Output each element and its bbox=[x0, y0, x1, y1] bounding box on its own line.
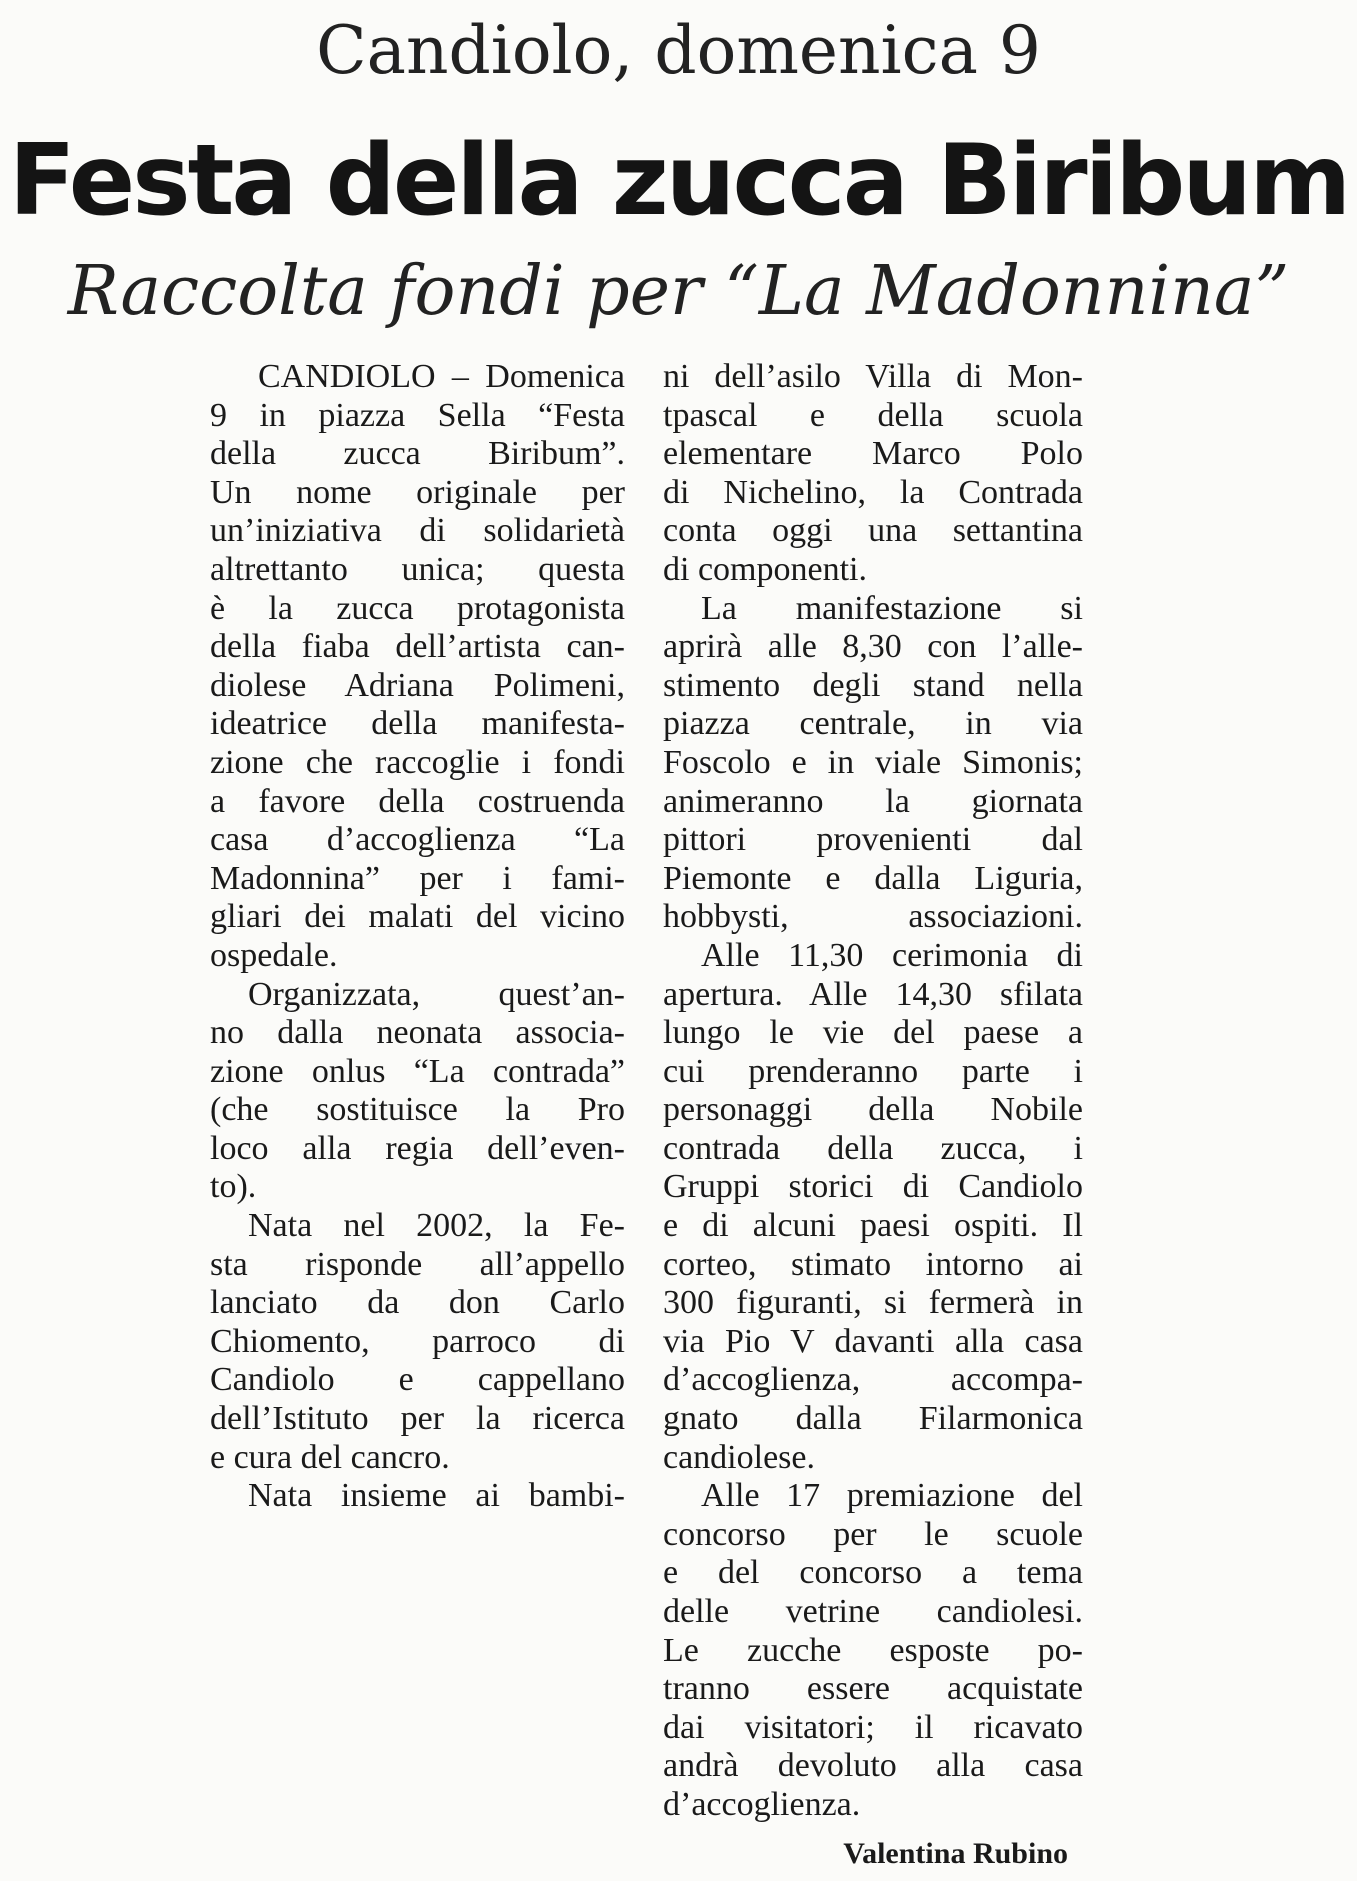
text-line: loco alla regia dell’even- bbox=[210, 1129, 625, 1167]
text-line: ospedale. bbox=[210, 936, 338, 974]
text-line: concorso per le scuole bbox=[663, 1515, 1083, 1553]
text-line: tranno essere acquistate bbox=[663, 1670, 1083, 1708]
text-line: Candiolo e cappellano bbox=[210, 1361, 625, 1399]
article-kicker: Candiolo, domenica 9 bbox=[316, 12, 1041, 89]
text-line: gnato dalla Filarmonica bbox=[663, 1400, 1083, 1438]
text-line: to). bbox=[210, 1168, 257, 1206]
text-line: ideatrice della manifesta- bbox=[210, 705, 625, 743]
text-line: Alle 11,30 cerimonia di bbox=[701, 936, 1083, 974]
text-line: dai visitatori; il ricavato bbox=[663, 1708, 1083, 1746]
text-line: altrettanto unica; questa bbox=[210, 550, 625, 588]
text-line: (che sostituisce la Pro bbox=[210, 1091, 625, 1129]
text-line: Nata nel 2002, la Fe- bbox=[248, 1207, 625, 1245]
text-line: e del concorso a tema bbox=[663, 1554, 1083, 1592]
text-line: andrà devoluto alla casa bbox=[663, 1747, 1083, 1785]
text-line: d’accoglienza. bbox=[663, 1785, 861, 1823]
text-line: casa d’accoglienza “La bbox=[210, 821, 625, 859]
text-line: no dalla neonata associa- bbox=[210, 1014, 625, 1052]
text-line: della fiaba dell’artista can- bbox=[210, 628, 625, 666]
text-line: pittori provenienti dal bbox=[663, 821, 1083, 859]
text-line: cui prenderanno parte i bbox=[663, 1052, 1083, 1090]
text-line: La manifestazione si bbox=[701, 589, 1083, 627]
text-line: 300 figuranti, si fermerà in bbox=[663, 1284, 1083, 1322]
text-line: animeranno la giornata bbox=[663, 782, 1083, 820]
text-line: e di alcuni paesi ospiti. Il bbox=[663, 1207, 1083, 1245]
text-line: diolese Adriana Polimeni, bbox=[210, 666, 625, 704]
text-line: gliari dei malati del vicino bbox=[210, 898, 625, 936]
text-line: Alle 17 premiazione del bbox=[701, 1477, 1083, 1515]
text-line: Chiomento, parroco di bbox=[210, 1322, 625, 1360]
text-line: via Pio V davanti alla casa bbox=[663, 1322, 1083, 1360]
text-line: Un nome originale per bbox=[210, 473, 625, 511]
text-line: sta risponde all’appello bbox=[210, 1245, 625, 1283]
text-line: Foscolo e in viale Simonis; bbox=[663, 743, 1083, 781]
text-line: stimento degli stand nella bbox=[663, 666, 1083, 704]
text-line: corteo, stimato intorno ai bbox=[663, 1245, 1083, 1283]
text-line: ni dell’asilo Villa di Mon- bbox=[663, 358, 1083, 395]
text-line: lanciato da don Carlo bbox=[210, 1284, 625, 1322]
text-line: delle vetrine candiolesi. bbox=[663, 1593, 1083, 1630]
text-line: lungo le vie del paese a bbox=[663, 1014, 1083, 1052]
text-line: piazza centrale, in via bbox=[663, 705, 1083, 743]
text-line: Nata insieme ai bambi- bbox=[248, 1477, 625, 1515]
text-line: zione che raccoglie i fondi bbox=[210, 743, 625, 781]
article-column-left bbox=[210, 358, 625, 1516]
text-line: Gruppi storici di Candiolo bbox=[663, 1168, 1083, 1206]
text-line: conta oggi una settantina bbox=[663, 512, 1083, 550]
article-headline: Festa della zucca Biribum bbox=[8, 124, 1349, 238]
text-line: Madonnina” per i fami- bbox=[210, 859, 625, 897]
text-line: CANDIOLO – Domenica bbox=[258, 358, 625, 395]
text-line: apertura. Alle 14,30 sfilata bbox=[663, 975, 1083, 1013]
text-line: della zucca Biribum”. bbox=[210, 435, 625, 473]
text-line: di componenti. bbox=[663, 550, 867, 588]
text-line: Piemonte e dalla Liguria, bbox=[663, 859, 1083, 897]
text-line: hobbysti, associazioni. bbox=[663, 898, 1083, 936]
text-line: personaggi della Nobile bbox=[663, 1091, 1083, 1129]
text-line: d’accoglienza, accompa- bbox=[663, 1361, 1083, 1399]
text-line: candiolese. bbox=[663, 1438, 815, 1476]
text-line: un’iniziativa di solidarietà bbox=[210, 512, 625, 550]
text-line: e cura del cancro. bbox=[210, 1438, 450, 1476]
text-line: a favore della costruenda bbox=[210, 782, 625, 820]
text-line: di Nichelino, la Contrada bbox=[663, 473, 1083, 511]
text-line: Le zucche esposte po- bbox=[663, 1631, 1083, 1669]
text-line: è la zucca protagonista bbox=[210, 589, 625, 627]
article-byline: Valentina Rubino bbox=[843, 1837, 1068, 1870]
article-subtitle: Raccolta fondi per “La Madonnina” bbox=[67, 252, 1290, 331]
article-column-right bbox=[663, 358, 1083, 1825]
text-line: contrada della zucca, i bbox=[663, 1129, 1083, 1167]
text-line: Organizzata, quest’an- bbox=[248, 975, 625, 1013]
text-line: zione onlus “La contrada” bbox=[210, 1052, 625, 1090]
text-line: tpascal e della scuola bbox=[663, 396, 1083, 434]
text-line: aprirà alle 8,30 con l’alle- bbox=[663, 628, 1083, 666]
text-line: elementare Marco Polo bbox=[663, 435, 1083, 473]
text-line: 9 in piazza Sella “Festa bbox=[210, 396, 625, 434]
text-line: dell’Istituto per la ricerca bbox=[210, 1400, 625, 1438]
